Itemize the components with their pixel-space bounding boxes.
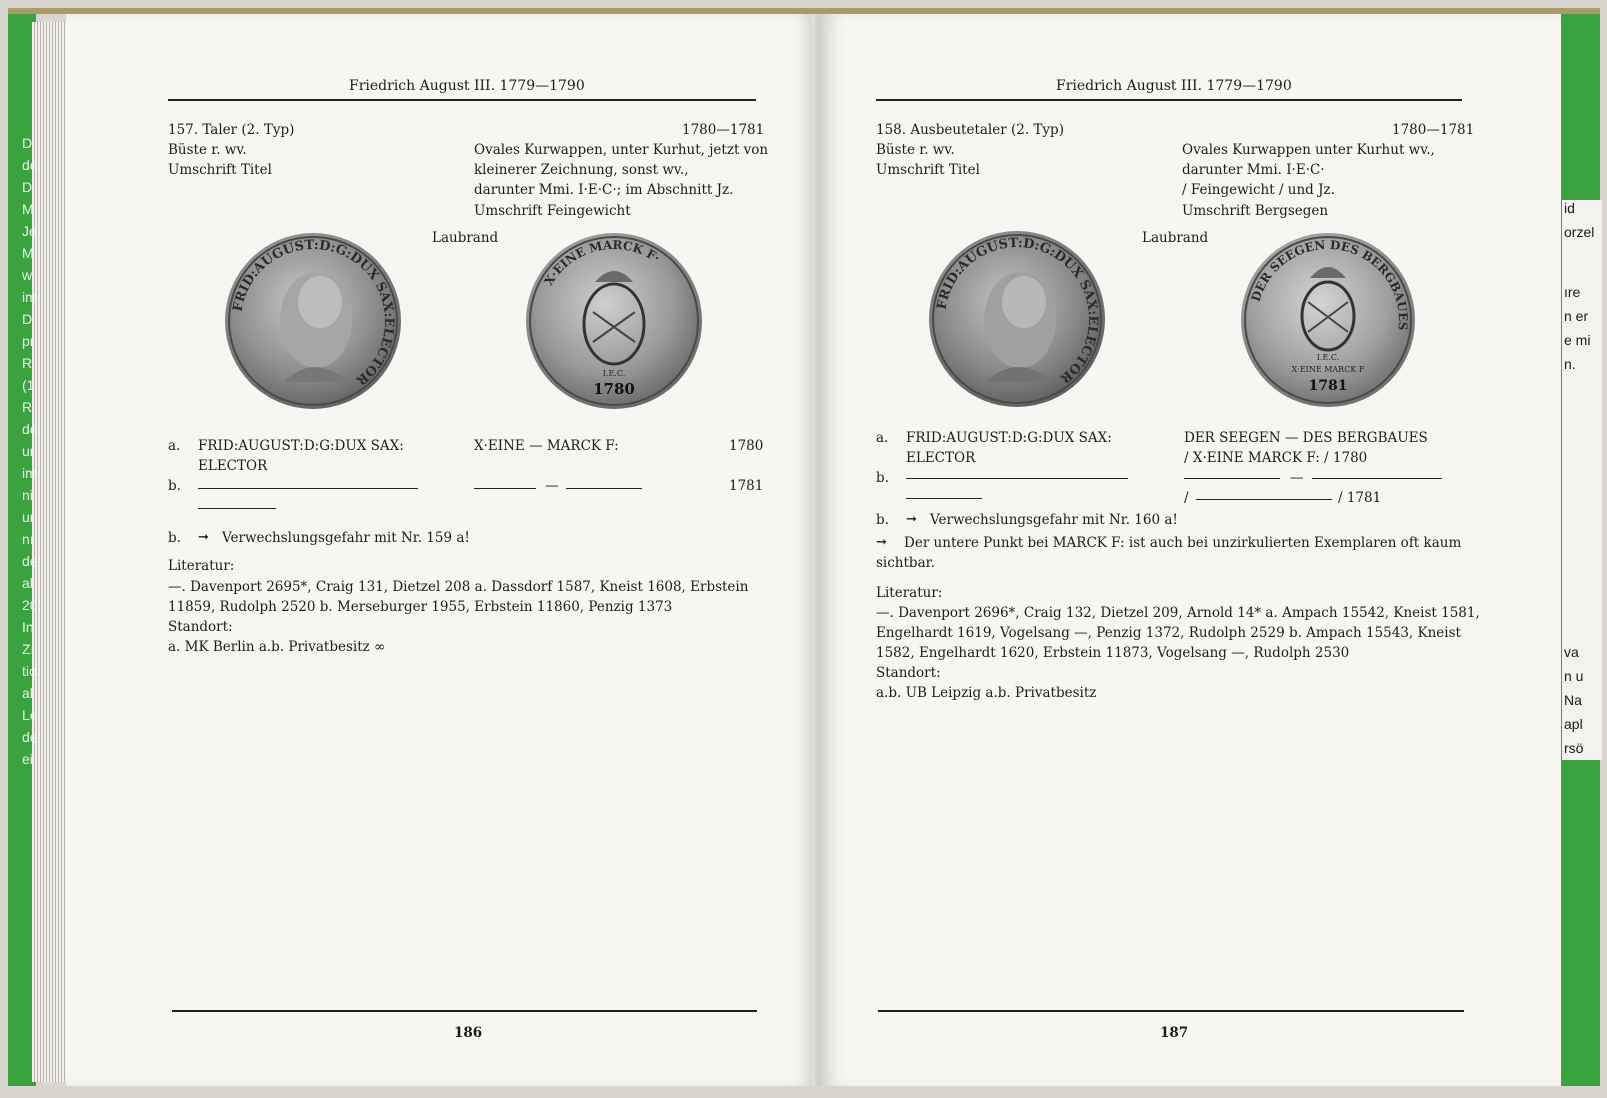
left-header-rule xyxy=(168,99,756,101)
right-variant-a-label: a. xyxy=(876,430,889,446)
left-running-header: Friedrich August III. 1779—1790 xyxy=(349,78,585,94)
coin-mint-mark: I.E.C. xyxy=(602,369,626,378)
edge-fragment: ei xyxy=(22,751,33,767)
left-obverse-legend-desc: Umschrift Titel xyxy=(168,162,272,178)
right-header-rule xyxy=(876,99,1462,101)
edge-fragment: n er xyxy=(1564,308,1589,324)
left-variant-b-year: 1781 xyxy=(729,478,764,494)
edge-fragment: (1 xyxy=(22,377,35,393)
edge-fragment: de xyxy=(22,553,38,569)
edge-fragment: e mi xyxy=(1564,332,1591,348)
right-variant-b-dash: — xyxy=(1290,470,1304,486)
right-running-header: Friedrich August III. 1779—1790 xyxy=(1056,78,1292,94)
edge-fragment: de xyxy=(22,421,38,437)
coin-158-obverse xyxy=(928,230,1106,408)
edge-fragment: M xyxy=(22,245,34,261)
edge-fragment: de xyxy=(22,157,38,173)
right-variant-b-line xyxy=(906,478,1128,479)
right-obverse-desc: Büste r. wv. xyxy=(876,142,955,158)
coin-157-reverse xyxy=(525,232,703,410)
left-reverse-desc: Ovales Kurwappen, unter Kurhut, jetzt von xyxy=(474,142,769,158)
edge-fragment: tic xyxy=(22,663,36,679)
edge-fragment: rsö xyxy=(1564,740,1584,756)
page-stack xyxy=(32,22,70,1082)
right-variant-a-reverse: / X·EINE MARCK F: / 1780 xyxy=(1184,450,1368,466)
right-variant-a-obverse: ELECTOR xyxy=(906,450,976,466)
right-variant-a-obverse: FRID:AUGUST:D:G:DUX SAX: xyxy=(906,430,1112,446)
edge-fragment: D xyxy=(22,135,33,151)
edge-fragment: n. xyxy=(1564,356,1576,372)
right-variant-b-line xyxy=(906,498,982,499)
edge-fragment: im xyxy=(22,289,37,305)
coin-year: 1780 xyxy=(593,380,635,398)
edge-fragment: Le xyxy=(22,707,38,723)
edge-fragment: nı xyxy=(22,531,34,547)
edge-fragment: ni xyxy=(22,487,33,503)
right-obverse-legend-desc: Umschrift Titel xyxy=(876,162,980,178)
right-note-label: b. xyxy=(876,512,889,528)
right-footer-rule xyxy=(878,1010,1464,1012)
left-footer-rule xyxy=(172,1010,757,1012)
left-variant-b-line xyxy=(198,488,418,489)
left-reverse-desc: kleinerer Zeichnung, sonst wv., xyxy=(474,162,689,178)
left-variant-b-label: b. xyxy=(168,478,181,494)
left-edge-desc: Laubrand xyxy=(432,230,499,246)
right-note2-line: sichtbar. xyxy=(876,555,935,571)
left-reverse-desc: Umschrift Feingewicht xyxy=(474,203,631,219)
right-edge-fragments xyxy=(1562,200,1602,760)
edge-fragment: 20 xyxy=(22,597,38,613)
right-variant-b-line xyxy=(1196,499,1332,500)
edge-fragment: va xyxy=(1564,644,1579,660)
left-literature-title: Literatur: xyxy=(168,558,235,574)
left-reverse-desc: darunter Mmi. I·E·C·; im Abschnitt Jz. xyxy=(474,182,734,198)
edge-fragment: Na xyxy=(1564,692,1582,708)
coin-mint-mark: I.E.C. xyxy=(1316,353,1340,362)
right-variant-b-year: / 1781 xyxy=(1338,490,1382,506)
right-literature-line: Engelhardt 1619, Vogelsang —, Penzig 1372, Rudolph 2529 b. Ampach 15543, Kneist xyxy=(876,625,1461,641)
edge-fragment: pr xyxy=(22,333,35,349)
edge-fragment: R xyxy=(22,399,33,415)
edge-fragment: M xyxy=(22,201,34,217)
right-variant-a-reverse: DER SEEGEN — DES BERGBAUES xyxy=(1184,430,1428,446)
edge-fragment: al xyxy=(22,685,33,701)
right-literature-title: Literatur: xyxy=(876,585,943,601)
left-variant-a-obverse: ELECTOR xyxy=(198,458,268,474)
right-reverse-desc: Ovales Kurwappen unter Kurhut wv., xyxy=(1182,142,1435,158)
edge-fragment: w xyxy=(22,267,33,283)
right-literature-line: 1582, Engelhardt 1620, Erbstein 11873, Vogelsang —, Rudolph 2530 xyxy=(876,645,1350,661)
right-variant-b-line xyxy=(1312,478,1442,479)
right-page-number: 187 xyxy=(1160,1025,1189,1041)
left-literature-line: —. Davenport 2695*, Craig 131, Dietzel 208 a. Dassdorf 1587, Kneist 1608, Erbstein xyxy=(168,579,749,595)
coin-value: X·EINE MARCK F xyxy=(1291,365,1365,374)
right-note-text: Verwechslungsgefahr mit Nr. 160 a! xyxy=(930,512,1178,528)
left-variant-b-line xyxy=(198,508,276,509)
left-literature-line: 11859, Rudolph 2520 b. Merseburger 1955, Erbstein 11860, Penzig 1373 xyxy=(168,599,673,615)
left-variant-a-label: a. xyxy=(168,438,181,454)
coin-legend: X·EINE MARCK F· xyxy=(541,237,663,288)
arrow-icon: ➞ xyxy=(906,512,917,527)
right-entry-title: 158. Ausbeutetaler (2. Typ) xyxy=(876,122,1064,138)
right-variant-b-slash: / xyxy=(1184,490,1189,506)
right-note2-line: Der untere Punkt bei MARCK F: ist auch bei unzirkulierten Exemplaren oft kaum xyxy=(904,535,1462,551)
edge-fragment: D xyxy=(22,311,33,327)
edge-fragment: im xyxy=(22,465,37,481)
right-reverse-desc: / Feingewicht / und Jz. xyxy=(1182,182,1335,198)
left-obverse-desc: Büste r. wv. xyxy=(168,142,247,158)
edge-fragment: D xyxy=(22,179,33,195)
left-note-text: Verwechslungsgefahr mit Nr. 159 a! xyxy=(222,530,470,546)
right-reverse-desc: Umschrift Bergsegen xyxy=(1182,203,1329,219)
coin-year: 1781 xyxy=(1308,378,1348,394)
edge-fragment: ur xyxy=(22,443,35,459)
edge-fragment: Zı xyxy=(22,641,35,657)
edge-fragment: ıre xyxy=(1564,284,1581,300)
right-variant-b-label: b. xyxy=(876,470,889,486)
right-variant-b-line xyxy=(1184,478,1280,479)
left-variant-a-year: 1780 xyxy=(729,438,764,454)
left-edge-fragments xyxy=(22,135,36,815)
edge-fragment: de xyxy=(22,729,38,745)
right-literature-line: —. Davenport 2696*, Craig 132, Dietzel 209, Arnold 14* a. Ampach 15542, Kneist 1581, xyxy=(876,605,1480,621)
left-variant-a-obverse: FRID:AUGUST:D:G:DUX SAX: xyxy=(198,438,404,454)
right-edge-desc: Laubrand xyxy=(1142,230,1209,246)
right-reverse-desc: darunter Mmi. I·E·C· xyxy=(1182,162,1325,178)
coin-legend: FRID:AUGUST:D:G:DUX SAX:ELECTOR xyxy=(230,237,397,388)
left-entry-date: 1780—1781 xyxy=(682,122,765,138)
left-variant-b-line xyxy=(474,488,536,489)
edge-fragment: apl xyxy=(1564,716,1583,732)
edge-fragment: al xyxy=(22,575,33,591)
coin-158-reverse xyxy=(1240,232,1416,408)
edge-fragment: R xyxy=(22,355,33,371)
left-entry-title: 157. Taler (2. Typ) xyxy=(168,122,295,138)
left-variant-b-dash: — xyxy=(545,478,559,494)
edge-fragment: orzel xyxy=(1564,224,1595,240)
left-standort-title: Standort: xyxy=(168,619,233,635)
edge-fragment: ur xyxy=(22,509,35,525)
coin-157-obverse xyxy=(224,232,402,410)
left-page-number: 186 xyxy=(454,1025,483,1041)
right-standort-title: Standort: xyxy=(876,665,941,681)
left-variant-b-line xyxy=(566,488,642,489)
left-standort-line: a. MK Berlin a.b. Privatbesitz ∞ xyxy=(168,639,386,655)
left-variant-a-reverse: X·EINE — MARCK F: xyxy=(474,438,619,454)
left-note-label: b. xyxy=(168,530,181,546)
arrow-icon: ➞ xyxy=(876,535,887,550)
edge-fragment: Je xyxy=(22,223,37,239)
right-entry-date: 1780—1781 xyxy=(1392,122,1475,138)
edge-fragment: n u xyxy=(1564,668,1584,684)
edge-fragment: id xyxy=(1564,200,1575,216)
right-standort-line: a.b. UB Leipzig a.b. Privatbesitz xyxy=(876,685,1097,701)
coin-legend: FRID:AUGUST:D:G:DUX SAX:ELECTOR xyxy=(934,235,1101,386)
coin-legend: DER SEEGEN DES BERGBAUES xyxy=(1248,237,1411,331)
edge-fragment: In xyxy=(22,619,34,635)
arrow-icon: ➞ xyxy=(198,530,209,545)
